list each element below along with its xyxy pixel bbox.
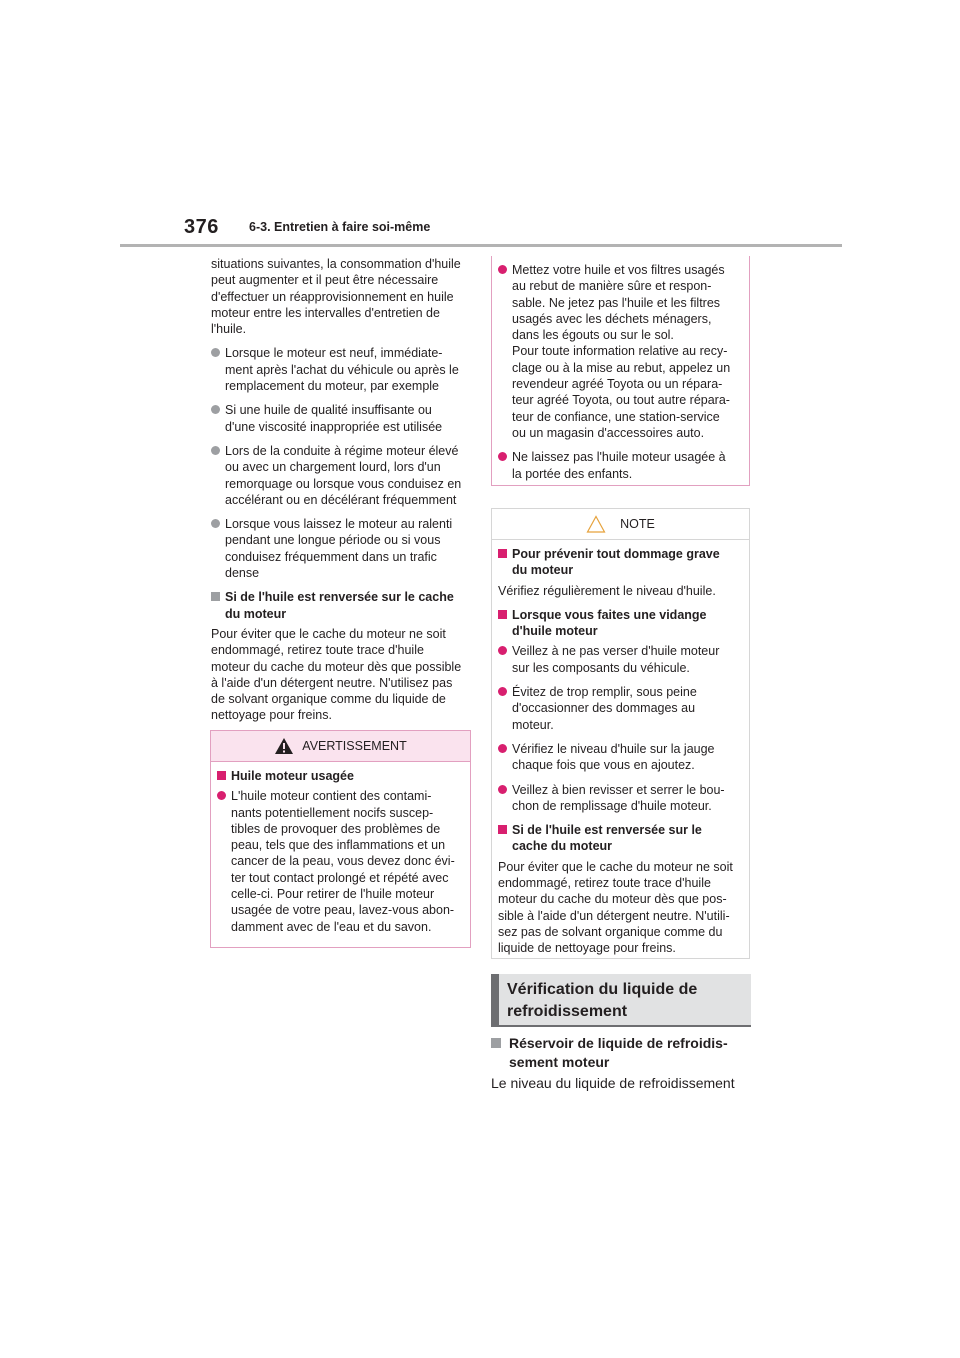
warning-header bbox=[211, 731, 470, 762]
text-line: liquide de nettoyage pour freins. bbox=[498, 941, 676, 956]
spill-paragraph bbox=[211, 626, 469, 724]
square-bullet-icon bbox=[498, 825, 507, 834]
text-line: damment avec de l'eau et du savon. bbox=[231, 919, 432, 934]
text-line: pendant une longue période ou si vous bbox=[225, 533, 441, 548]
text-line: endommagé, retirez toute trace d'huile bbox=[211, 643, 424, 658]
bullet-dot-icon bbox=[211, 519, 220, 528]
caution-triangle-icon bbox=[586, 515, 606, 533]
note-bullet bbox=[498, 741, 743, 774]
text-line: sez pas de solvant organique comme du bbox=[498, 924, 723, 939]
warning-heading: Huile moteur usagée bbox=[217, 768, 464, 784]
left-column bbox=[211, 256, 469, 732]
warning-body bbox=[211, 762, 470, 947]
bullet-dot-icon bbox=[211, 405, 220, 414]
square-bullet-icon bbox=[498, 549, 507, 558]
text-line: Réservoir de liquide de refroidis- bbox=[509, 1035, 728, 1051]
text-line: endommagé, retirez toute trace d'huile bbox=[498, 876, 711, 891]
text-line: ou un magasin d'accessoires auto. bbox=[512, 425, 705, 440]
text-line: teur agréé Toyota, ou tout autre répara- bbox=[512, 393, 730, 408]
note-header bbox=[492, 509, 749, 540]
note-heading bbox=[498, 607, 743, 640]
warning-box bbox=[210, 730, 471, 948]
text-line: Ne laissez pas l'huile moteur usagée à bbox=[512, 450, 726, 465]
bullet-item bbox=[211, 516, 469, 581]
note-body bbox=[492, 540, 749, 969]
note-paragraph: Vérifiez régulièrement le niveau d'huile. bbox=[498, 583, 716, 598]
text-line: peau, tels que des inflammations et un bbox=[231, 838, 446, 853]
text-line: L'huile moteur contient des contami- bbox=[231, 789, 432, 804]
text-line: accélérant ou en décélérant fréquemment bbox=[225, 492, 457, 507]
text-line: ment après l'achat du véhicule ou après le bbox=[225, 362, 459, 377]
text-line: d'effectuer un réapprovisionnement en huile bbox=[211, 289, 454, 304]
note-bullet bbox=[498, 684, 743, 733]
coolant-paragraph: Le niveau du liquide de refroidissement bbox=[491, 1075, 735, 1091]
text-line: Évitez de trop remplir, sous peine bbox=[512, 685, 697, 700]
warning-bullet bbox=[498, 449, 743, 482]
bullet-dot-icon bbox=[211, 348, 220, 357]
section-title-underline bbox=[491, 1025, 751, 1027]
text-line: conduisez fréquemment dans un trafic bbox=[225, 549, 437, 564]
page-number: 376 bbox=[184, 216, 219, 238]
bullet-item bbox=[211, 345, 469, 394]
note-heading bbox=[498, 822, 743, 855]
text-line: moteur du cache du moteur dès que pos- bbox=[498, 892, 727, 907]
text-line: refroidissement bbox=[507, 1003, 628, 1020]
text-line: Lorsque le moteur est neuf, immédiate- bbox=[225, 346, 443, 361]
text-line: Vérification du liquide de bbox=[507, 981, 698, 998]
bullet-dot-icon bbox=[211, 446, 220, 455]
text-line: Pour éviter que le cache du moteur ne soit bbox=[211, 626, 446, 641]
bullet-dot-icon bbox=[498, 646, 507, 655]
text-line: du moteur bbox=[512, 563, 574, 578]
bullet-dot-icon bbox=[498, 744, 507, 753]
text-line: dans les égouts ou sur le sol. bbox=[512, 328, 674, 343]
warning-bullet bbox=[498, 262, 743, 441]
coolant-reservoir-heading bbox=[491, 1034, 753, 1072]
spill-heading bbox=[211, 589, 469, 622]
text-line: remorquage ou lorsque vous conduisez en bbox=[225, 476, 462, 491]
text-line: dense bbox=[225, 566, 260, 581]
text-line: usagée de votre peau, lavez-vous abon- bbox=[231, 903, 455, 918]
text-line: Si une huile de qualité insuffisante ou bbox=[225, 403, 432, 418]
square-bullet-icon bbox=[498, 610, 507, 619]
warning-bullet bbox=[217, 788, 464, 935]
text-line: tibles de provoquer des problèmes de bbox=[231, 821, 441, 836]
text-line: remplacement du moteur, par exemple bbox=[225, 379, 439, 394]
square-bullet-icon bbox=[217, 771, 226, 780]
text-line: peut augmenter et il peut être nécessaire bbox=[211, 273, 439, 288]
text-line: chaque fois que vous en ajoutez. bbox=[512, 758, 695, 773]
text-line: d'huile moteur bbox=[512, 624, 598, 639]
text-line: cache du moteur bbox=[512, 839, 613, 854]
text-line: sible à l'aide d'un détergent neutre. N'utili- bbox=[498, 908, 730, 923]
text-line: Pour éviter que le cache du moteur ne soit bbox=[498, 859, 733, 874]
warning-triangle-icon bbox=[274, 737, 294, 755]
intro-paragraph bbox=[211, 256, 469, 337]
text-line: Vérifiez le niveau d'huile sur la jauge bbox=[512, 741, 715, 756]
text-line: sur les composants du véhicule. bbox=[512, 660, 690, 675]
text-line: revendeur agréé Toyota ou un répara- bbox=[512, 377, 723, 392]
text-line: Lors de la conduite à régime moteur élevé bbox=[225, 443, 459, 458]
note-bullet bbox=[498, 643, 743, 676]
bullet-dot-icon bbox=[498, 452, 507, 461]
coolant-section-title bbox=[491, 974, 751, 1027]
text-line: Veillez à bien revisser et serrer le bou- bbox=[512, 782, 725, 797]
text-line: Pour toute information relative au recy- bbox=[512, 344, 728, 359]
header-divider bbox=[120, 244, 842, 247]
text-line: sable. Ne jetez pas l'huile et les filtres bbox=[512, 295, 721, 310]
warning-continued-box bbox=[491, 256, 750, 486]
text-line: l'huile. bbox=[211, 322, 247, 337]
text-line: du moteur bbox=[225, 606, 287, 621]
section-title: 6-3. Entretien à faire soi-même bbox=[249, 220, 431, 234]
text-line: moteur. bbox=[512, 717, 554, 732]
square-bullet-icon bbox=[491, 1038, 501, 1048]
text-line: Si de l'huile est renversée sur le cache bbox=[225, 590, 454, 605]
bullet-dot-icon bbox=[498, 785, 507, 794]
text-line: teur de confiance, une station-service bbox=[512, 409, 720, 424]
text-line: moteur entre les intervalles d'entretien de bbox=[211, 305, 440, 320]
bullet-dot-icon bbox=[217, 791, 226, 800]
bullet-dot-icon bbox=[498, 265, 507, 274]
note-heading bbox=[498, 546, 743, 579]
text-line: clage ou à la mise au rebut, appelez un bbox=[512, 360, 731, 375]
text-line: celle-ci. Pour retirer de l'huile moteur bbox=[231, 887, 435, 902]
note-paragraph bbox=[498, 859, 743, 957]
bullet-dot-icon bbox=[498, 687, 507, 696]
text-line: Mettez votre huile et vos filtres usagés bbox=[512, 263, 725, 277]
text-line: Lorsque vous laissez le moteur au ralenti bbox=[225, 517, 453, 532]
consumption-bullets bbox=[211, 345, 469, 581]
text-line: Pour prévenir tout dommage grave bbox=[512, 547, 720, 561]
text-line: cancer de la peau, vous devez donc évi- bbox=[231, 854, 455, 869]
text-line: au rebut de manière sûre et respon- bbox=[512, 279, 712, 294]
note-bullet bbox=[498, 782, 743, 815]
text-line: d'une viscosité inappropriée est utilisée bbox=[225, 419, 443, 434]
note-title: NOTE bbox=[620, 517, 655, 531]
square-bullet-icon bbox=[211, 592, 220, 601]
text-line: usagés avec les déchets ménagers, bbox=[512, 311, 712, 326]
text-line: Si de l'huile est renversée sur le bbox=[512, 823, 702, 838]
warning-title: AVERTISSEMENT bbox=[302, 739, 407, 753]
text-line: à l'aide d'un détergent neutre. N'utilisez pas bbox=[211, 675, 453, 690]
text-line: ou avec un chargement lourd, lors d'un bbox=[225, 460, 441, 475]
text-line: de solvant organique comme du liquide de bbox=[211, 692, 446, 707]
text-line: la portée des enfants. bbox=[512, 466, 633, 481]
text-line: chon de remplissage d'huile moteur. bbox=[512, 798, 712, 813]
text-line: nants potentiellement nocifs suscep- bbox=[231, 805, 434, 820]
note-box bbox=[491, 508, 750, 959]
text-line: situations suivantes, la consommation d'huile bbox=[211, 257, 461, 271]
bullet-item bbox=[211, 443, 469, 508]
bullet-item bbox=[211, 402, 469, 435]
text-line: Veillez à ne pas verser d'huile moteur bbox=[512, 644, 720, 659]
text-line: nettoyage pour freins. bbox=[211, 708, 332, 723]
text-line: Lorsque vous faites une vidange bbox=[512, 607, 707, 622]
text-line: d'occasionner des dommages au bbox=[512, 701, 696, 716]
text-line: sement moteur bbox=[509, 1054, 610, 1070]
text-line: ter tout contact prolongé et répété avec bbox=[231, 870, 449, 885]
text-line: moteur du cache du moteur dès que possible bbox=[211, 659, 462, 674]
